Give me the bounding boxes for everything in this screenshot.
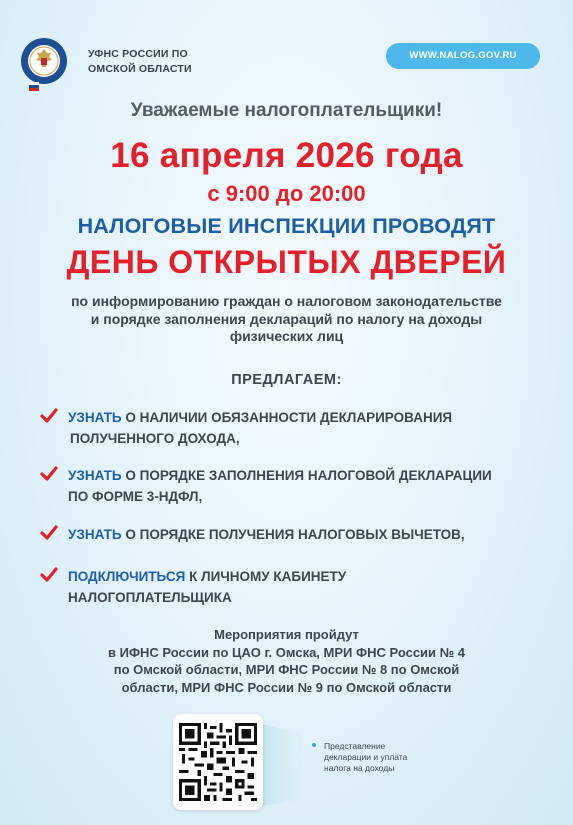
- inspections-heading: НАЛОГОВЫЕ ИНСПЕКЦИИ ПРОВОДЯТ: [77, 214, 496, 238]
- checkmark-icon: [40, 524, 58, 542]
- qr-caption-line-2: декларации и уплата: [324, 752, 408, 762]
- offer-line-1: О НАЛИЧИИ ОБЯЗАННОСТИ ДЕКЛАРИРОВАНИЯ: [121, 410, 453, 425]
- open-day-heading: ДЕНЬ ОТКРЫТЫХ ДВЕРЕЙ: [66, 244, 507, 280]
- description-line-1: по информированию граждан о налоговом законодательстве: [71, 293, 502, 309]
- offer-keyword: УЗНАТЬ: [68, 527, 122, 542]
- offer-line-1: К ЛИЧНОМУ КАБИНЕТУ: [185, 569, 347, 584]
- event-time: с 9:00 до 20:00: [207, 181, 366, 206]
- organization-name: [88, 47, 192, 77]
- events-line-2: в ИФНС России по ЦАО г. Омска, МРИ ФНС России № 4: [108, 644, 465, 660]
- offer-text: [68, 524, 538, 545]
- caption-bullet: [312, 743, 316, 747]
- offer-item: [40, 566, 540, 610]
- offer-item: [40, 407, 540, 451]
- qr-caption-line-1: Представление: [324, 741, 386, 751]
- offer-heading: ПРЕДЛАГАЕМ:: [231, 372, 342, 388]
- event-date: 16 апреля 2026 года: [110, 136, 463, 175]
- event-locations: [40, 626, 533, 696]
- offer-keyword: УЗНАТЬ: [68, 410, 122, 425]
- org-line-1: УФНС РОССИИ ПО: [88, 48, 188, 60]
- website-link-button[interactable]: WWW.NALOG.GOV.RU: [386, 43, 540, 69]
- offer-line-1: О ПОРЯДКЕ ЗАПОЛНЕНИЯ НАЛОГОВОЙ ДЕКЛАРАЦИИ: [121, 468, 492, 483]
- description-line-2: и порядке заполнения деклараций по налогу на доходы: [90, 310, 483, 327]
- qr-code-icon[interactable]: [179, 723, 257, 801]
- org-line-2: ОМСКОЙ ОБЛАСТИ: [88, 63, 192, 75]
- offer-line-1: О ПОРЯДКЕ ПОЛУЧЕНИЯ НАЛОГОВЫХ ВЫЧЕТОВ,: [121, 527, 465, 542]
- description-line-3: физических лиц: [229, 328, 344, 344]
- event-description: [40, 293, 533, 346]
- events-line-1: Мероприятия пройдут: [214, 627, 359, 642]
- qr-caption-line-3: налога на доходы: [324, 763, 395, 773]
- offer-text: [68, 566, 538, 608]
- offer-keyword: ПОДКЛЮЧИТЬСЯ: [68, 569, 186, 584]
- fns-emblem-icon: [19, 36, 69, 92]
- offer-line-2: ПОЛУЧЕННОГО ДОХОДА,: [70, 431, 240, 446]
- greeting: Уважаемые налогоплательщики!: [130, 100, 443, 121]
- checkmark-icon: [40, 566, 58, 584]
- offer-keyword: УЗНАТЬ: [68, 468, 122, 483]
- checkmark-icon: [40, 465, 58, 483]
- offer-line-2: НАЛОГОПЛАТЕЛЬЩИКА: [68, 590, 232, 605]
- events-line-4: области, МРИ ФНС России № 9 по Омской области: [121, 679, 452, 695]
- qr-caption: [324, 741, 444, 774]
- offer-item: [40, 465, 540, 509]
- offer-text: [68, 465, 538, 507]
- offer-item: [40, 524, 540, 546]
- offer-line-2: ПО ФОРМЕ 3-НДФЛ,: [68, 489, 203, 504]
- checkmark-icon: [40, 407, 58, 425]
- qr-code-card[interactable]: [173, 714, 263, 810]
- events-line-3: по Омской области, МРИ ФНС России № 8 по Омской: [113, 662, 460, 677]
- offer-text: [68, 407, 538, 449]
